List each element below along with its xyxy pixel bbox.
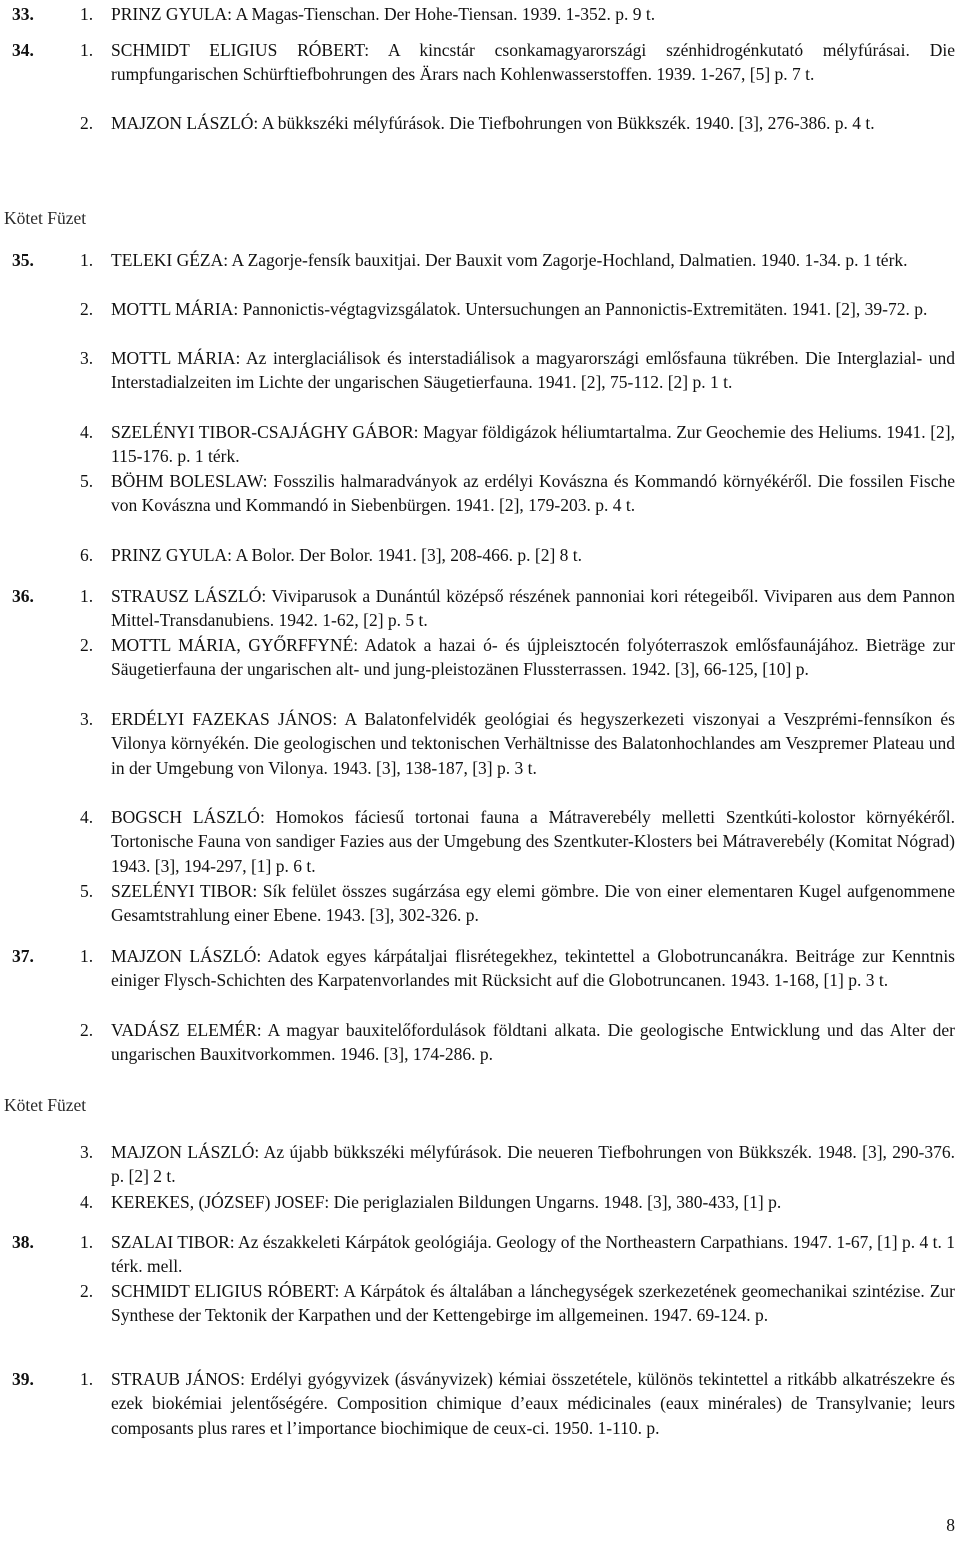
item-number: 1. (80, 250, 94, 270)
entry-text: BOGSCH LÁSZLÓ: Homokos fáciesű tortonai fauna a Mátraverebély melletti Szentkúti-kolostor környékéről. Tortonische Fauna von sandiger Fazies aus der Umgebung des Szentkuter-Klosters bei Mátraverebély (Komitat Nógrad) 1943. [3], 194-297, [1] p. 6 t. (111, 807, 955, 876)
entry-text: VADÁSZ ELEMÉR: A magyar bauxitelőfordulások földtani alkata. Die geologische Entwicklung und das Alter der ungarischen Bauxitvorkommen. 1946. [3], 174-286. p. (111, 1020, 955, 1065)
entry-text: MOTTL MÁRIA, GYŐRFFYNÉ: Adatok a hazai ó- és újpleisztocén folyóterraszok emlősfaunájához. Bieträge zur Säugetierfauna der ungarischen alt- und jung-pleistozänen Flussterrassen. 1942. [3], 66-125, [10] p. (111, 635, 955, 680)
entry-text: SZELÉNYI TIBOR: Sík felület összes sugárzása egy elemi gömbre. Die von einer elementaren Kugel aufgenommene Gesamtstrahlung einer Ebene. 1943. [3], 302-326. p. (111, 881, 955, 926)
entry-text: SZALAI TIBOR: Az északkeleti Kárpátok geológiája. Geology of the Northeastern Carpathians. 1947. 1-67, [1] p. 4 t. 1 térk. mell. (111, 1232, 955, 1277)
column-header: Kötet Füzet (4, 208, 87, 228)
item-number: 1. (80, 1369, 94, 1389)
item-number: 5. (80, 471, 94, 491)
item-number: 1. (80, 40, 94, 60)
column-header: Kötet Füzet (4, 1095, 87, 1115)
entry-text: KEREKES, (JÓZSEF) JOSEF: Die periglazialen Bildungen Ungarns. 1948. [3], 380-433, [1] p. (111, 1192, 782, 1212)
entry-text: BÖHM BOLESLAW: Fosszilis halmaradványok az erdélyi Kovászna és Kommandó környékéről. Die fossilen Fische von Kovászna und Kommandó in Siebenbürgen. 1941. [2], 179-203. p. 4 t. (111, 471, 955, 516)
entry-text: PRINZ GYULA: A Magas-Tienschan. Der Hohe-Tiensan. 1939. 1-352. p. 9 t. (111, 4, 656, 24)
entry-text: MOTTL MÁRIA: Pannonictis-végtagvizsgálatok. Untersuchungen an Pannonictis-Extremitäten. 1941. [2], 39-72. p. (111, 299, 928, 319)
item-number: 2. (80, 1281, 94, 1301)
page-number: 8 (946, 1515, 955, 1535)
entry-text: SCHMIDT ELIGIUS RÓBERT: A Kárpátok és általában a lánchegységek szerkezetének geomechanikai szintézise. Zur Synthese der Tektonik der Karpathen und der Kettengebirge im allgemeinen. 1947. 69-124. p. (111, 1281, 955, 1326)
volume-number: 38. (12, 1232, 34, 1252)
volume-number: 39. (12, 1369, 34, 1389)
item-number: 3. (80, 1142, 94, 1162)
entry-text: MAJZON LÁSZLÓ: A bükkszéki mélyfúrások. Die Tiefbohrungen von Bükkszék. 1940. [3], 276-386. p. 4 t. (111, 113, 875, 133)
entry-text: MOTTL MÁRIA: Az interglaciálisok és interstadiálisok a magyarországi emlősfauna tükrében. Die Interglazial- und Interstadialzeiten im Lichte der ungarischen Säugetierfauna. 1941. [2], 75-112. [2] p. 1 t. (111, 348, 955, 393)
volume-number: 34. (12, 40, 34, 60)
volume-number: 37. (12, 946, 34, 966)
item-number: 2. (80, 113, 94, 133)
entry-text: TELEKI GÉZA: A Zagorje-fensík bauxitjai. Der Bauxit vom Zagorje-Hochland, Dalmatien. 1940. 1-34. p. 1 térk. (111, 250, 908, 270)
entry-text: SCHMIDT ELIGIUS RÓBERT: A kincstár csonkamagyarországi szénhidrogénkutató mélyfúrásai. Die rumpfungarischen Schürftiefbohrungen des Ärars nach Kohlenwasserstoffen. 1939. 1-267, [5] p. 7 t. (111, 40, 955, 85)
entry-text: MAJZON LÁSZLÓ: Az újabb bükkszéki mélyfúrások. Die neueren Tiefbohrungen von Bükkszék. 1948. [3], 290-376. p. [2] 2 t. (111, 1142, 955, 1187)
entry-text: PRINZ GYULA: A Bolor. Der Bolor. 1941. [3], 208-466. p. [2] 8 t. (111, 545, 583, 565)
entry-text: SZELÉNYI TIBOR-CSAJÁGHY GÁBOR: Magyar földigázok héliumtartalma. Zur Geochemie des Heliums. 1941. [2], 115-176. p. 1 térk. (111, 422, 955, 467)
item-number: 2. (80, 635, 94, 655)
item-number: 2. (80, 1020, 94, 1040)
item-number: 5. (80, 881, 94, 901)
item-number: 1. (80, 1232, 94, 1252)
item-number: 4. (80, 422, 94, 442)
entry-text: STRAUB JÁNOS: Erdélyi gyógyvizek (ásványvizek) kémiai összetétele, különös tekintettel a ritkább alkatrészekre és ezek biokémiai jelentőségére. Composition chimique d’eaux médicinales (eaux minérales) de Transylvanie; leurs composants plus rares et l’importance biochimique de ceux-ci. 1950. 1-110. p. (111, 1369, 955, 1438)
entry-text: STRAUSZ LÁSZLÓ: Viviparusok a Dunántúl középső részének pannoniai kori rétegeiből. Viviparen aus dem Pannon Mittel-Transdanubiens. 1942. 1-62, [2] p. 5 t. (111, 586, 955, 631)
item-number: 3. (80, 709, 94, 729)
item-number: 1. (80, 946, 94, 966)
item-number: 3. (80, 348, 94, 368)
item-number: 1. (80, 586, 94, 606)
volume-number: 36. (12, 586, 34, 606)
volume-number: 35. (12, 250, 34, 270)
entry-text: ERDÉLYI FAZEKAS JÁNOS: A Balatonfelvidék geológiai és hegyszerkezeti viszonyai a Veszprémi-fennsíkon és Vilonya környékén. Die geologischen und tektonischen Verhältnisse des Balatonhochlandes am Veszpremer Plateau und in der Umgebung von Vilonya. 1943. [3], 138-187, [3] p. 3 t. (111, 709, 955, 778)
item-number: 4. (80, 1192, 94, 1212)
entry-text: MAJZON LÁSZLÓ: Adatok egyes kárpátaljai flisrétegekhez, tekintettel a Globotruncanákra. Beitráge zur Kenntnis einiger Flysch-Schichten des Karpatenvorlandes mit Rücksicht auf die Globotruncanen. 1943. 1-168, [1] p. 3 t. (111, 946, 955, 991)
volume-number: 33. (12, 4, 34, 24)
item-number: 6. (80, 545, 94, 565)
item-number: 2. (80, 299, 94, 319)
item-number: 1. (80, 4, 94, 24)
item-number: 4. (80, 807, 94, 827)
